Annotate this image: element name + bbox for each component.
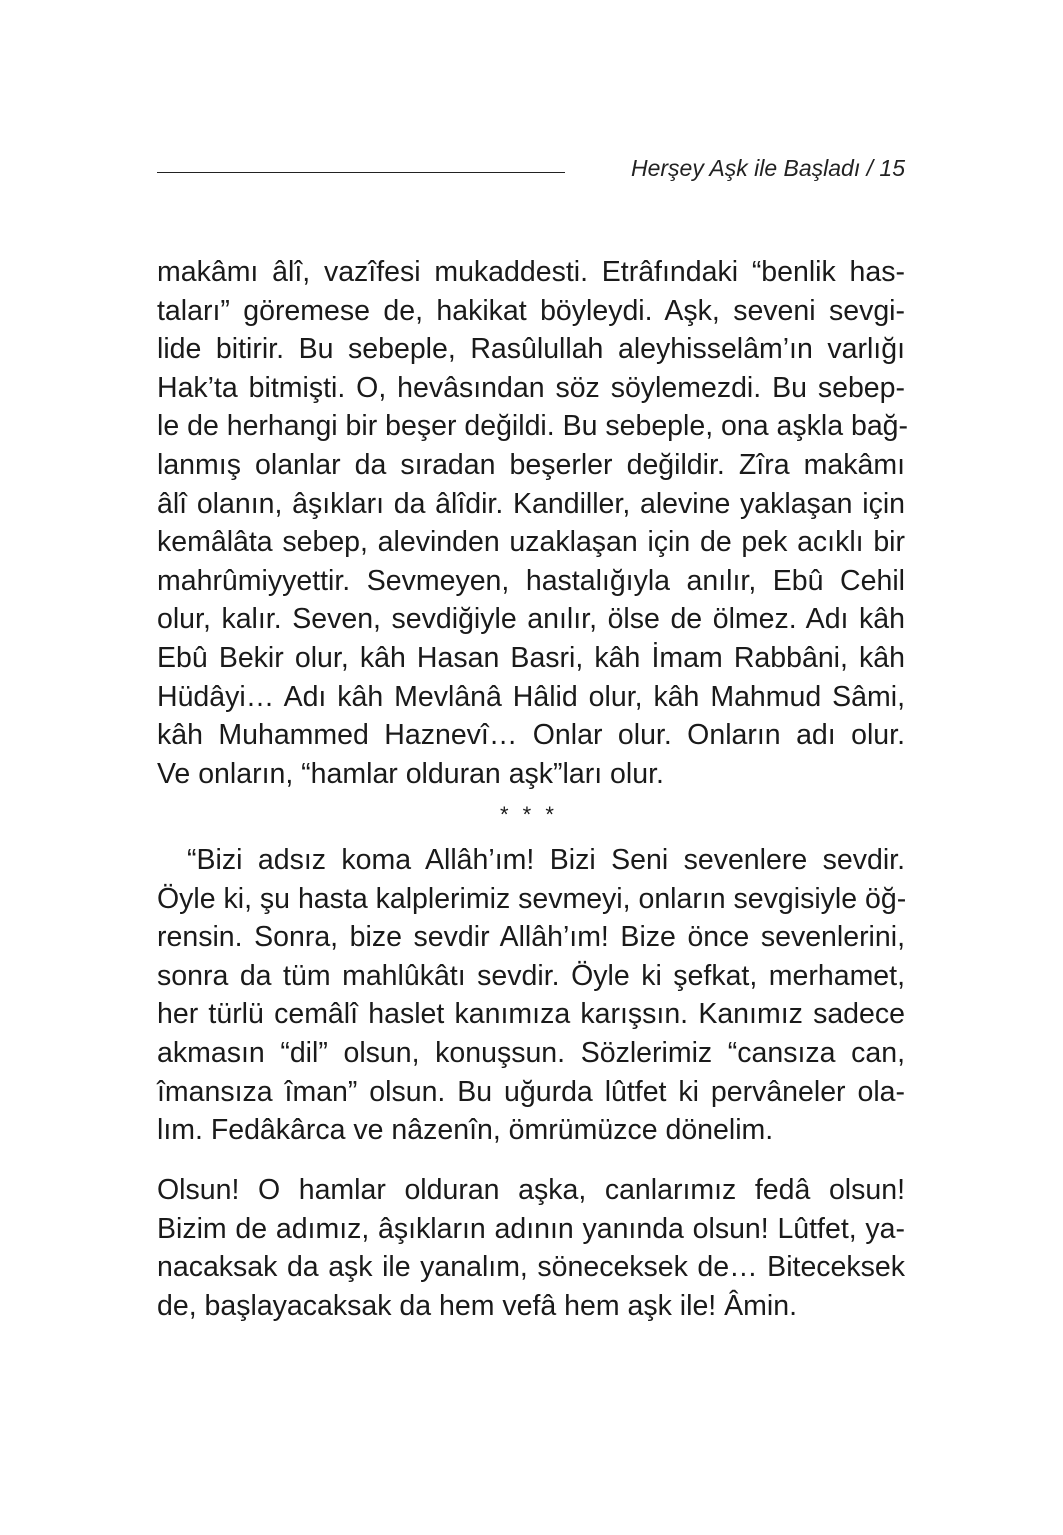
paragraph-3	[157, 1171, 905, 1325]
header-rule	[157, 172, 565, 173]
section-separator: * * *	[500, 802, 558, 827]
text-line: le de herhangi bir beşer değildi. Bu sebeple, ona aşkla bağ-	[157, 410, 909, 443]
text-line: kemâlâta sebep, alevinden uzaklaşan için de pek acıklı bir	[157, 526, 905, 559]
text-line: taları” göremese de, hakikat böyleydi. Aşk, seveni sevgi-	[157, 294, 905, 327]
text-line: sonra da tüm mahlûkâtı sevdir. Öyle ki şefkat, merhamet,	[157, 959, 905, 992]
text-line: îmansıza îman” olsun. Bu uğurda lûtfet ki pervâneler ola-	[157, 1075, 905, 1108]
text-line: âlî olanın, âşıkları da âlîdir. Kandiller, alevine yaklaşan için	[157, 487, 905, 520]
paragraph-2	[157, 841, 905, 1150]
text-line: Bizim de adımız, âşıkların adının yanında olsun! Lûtfet, ya-	[157, 1212, 905, 1245]
text-line: Hüdâyi… Adı kâh Mevlânâ Hâlid olur, kâh Mahmud Sâmi,	[157, 680, 905, 713]
text-line: rensin. Sonra, bize sevdir Allâh’ım! Bize önce sevenlerini,	[157, 921, 905, 954]
text-line: Olsun! O hamlar olduran aşka, canlarımız fedâ olsun!	[157, 1174, 905, 1206]
text-line: lanmış olanlar da sıradan beşerler değildir. Zîra makâmı	[157, 448, 905, 481]
text-line: mahrûmiyyettir. Sevmeyen, hastalığıyla anılır, Ebû Cehil	[157, 564, 905, 597]
text-line: Ve onların, “hamlar olduran aşk”ları olur.	[157, 757, 664, 790]
text-line: de, başlayacaksak da hem vefâ hem aşk ile! Âmin.	[157, 1289, 797, 1322]
running-header: Herşey Aşk ile Başladı / 15	[631, 155, 905, 181]
text-line: lım. Fedâkârca ve nâzenîn, ömrümüzce dönelim.	[157, 1114, 774, 1147]
text-line: Ebû Bekir olur, kâh Hasan Basri, kâh İmam Rabbâni, kâh	[157, 641, 905, 674]
text-line: Hak’ta bitmişti. O, hevâsından söz söylemezdi. Bu sebep-	[157, 371, 905, 404]
text-line: nacaksak da aşk ile yanalım, söneceksek de… Biteceksek	[157, 1251, 905, 1284]
text-line: kâh Muhammed Haznevî… Onlar olur. Onların adı olur.	[157, 719, 905, 752]
text-line: lide bitirir. Bu sebeple, Rasûlullah aleyhisselâm’ın varlığı	[157, 333, 905, 366]
text-line: akmasın “dil” olsun, konuşsun. Sözlerimiz “cansıza can,	[157, 1036, 905, 1069]
text-line: Öyle ki, şu hasta kalplerimiz sevmeyi, onların sevgisiyle öğ-	[157, 882, 907, 915]
text-line: olur, kalır. Seven, sevdiğiyle anılır, ölse de ölmez. Adı kâh	[157, 603, 905, 636]
paragraph-1	[157, 253, 909, 793]
text-line: her türlü cemâlî haslet kanımıza karışsın. Kanımız sadece	[157, 998, 905, 1031]
text-line: “Bizi adsız koma Allâh’ım! Bizi Seni sevenlere sevdir.	[187, 844, 905, 876]
text-line: makâmı âlî, vazîfesi mukaddesti. Etrâfındaki “benlik has-	[157, 256, 905, 288]
